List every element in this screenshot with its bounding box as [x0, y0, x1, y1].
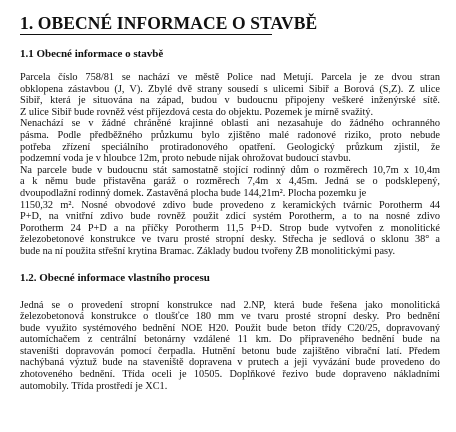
- text-line: železobetonová konstrukce o tloušťce 180 mm ve tvaru prosté stropní desky. Pro bednění: [20, 311, 440, 323]
- document-title: 1. OBECNÉ INFORMACE O STAVBĚ: [20, 13, 318, 33]
- section-1-paragraph: [20, 72, 440, 258]
- text-line: pásma. Podle předběžného průzkumu bylo zjištěno malé radonové riziko, proto nebude: [20, 129, 440, 141]
- section-2-paragraph: [20, 300, 440, 393]
- text-line: obklopena zástavbou (J, V). Zbylé dvě strany sousedí s ulicemi Sibiř a Borová (S,Z). Z ulice: [20, 83, 440, 95]
- text-line: 1150,32 m². Nosné obvodové zdivo bude provedeno z keramických tvárnic Porotherm 44: [20, 199, 440, 211]
- text-line: a k němu bude přistavěna garáž o rozměrech 7,4m x 4,45m. Jedná se o podsklepený,: [20, 176, 440, 188]
- text-line: železobetonové konstrukce ve tvaru prosté stropní desky. Střecha je sedlová o sklonu 38° a: [20, 234, 440, 246]
- text-line: P+D, na vnitřní zdivo bude rovněž použit zdicí systém Porotherm, a to na nosné zdivo: [20, 211, 440, 223]
- text-line: bude na ní použita střešní krytina Bramac. Základy budou tvořeny ŽB monolitickými pasy.: [20, 245, 396, 257]
- text-line: Parcela číslo 758/81 se nachází ve městě Police nad Metují. Parcela je ze dvou stran: [20, 72, 440, 83]
- text-line: zhotoveného bednění. Třída oceli je 10505. Doplňkové řezivo bude dopraveno nákladními: [20, 369, 440, 381]
- text-line: dvoupodlažní rodinný domek. Zastavěná plocha bude 144,21m². Plocha pozemku je: [20, 187, 367, 199]
- section-1-heading: 1.1 Obecné informace o stavbě: [20, 48, 164, 60]
- text-line: Porotherm 24 P+D a na příčky Porotherm 11,5 P+D. Strop bude vytvořen z monolitické: [20, 222, 440, 234]
- text-line: staveništi dopravován pomocí čerpadla. Hutnění betonu bude zajištěno vibrační latí. Předem: [20, 345, 440, 357]
- section-2-heading: 1.2. Obecné informace vlastního procesu: [20, 271, 210, 284]
- text-line: automíchačem z centrální betonárny vzdálené 11 km. Do připraveného bednění bude na: [20, 334, 440, 346]
- text-line: automobily. Třída prostředí je XC1.: [20, 380, 168, 392]
- text-line: Jedná se o provedení stropní konstrukce nad 2.NP, která bude řešena jako monolitická: [20, 299, 440, 311]
- text-line: Sibiř, která je situována na západ, budou v budoucnu připojeny veškeré inženýrské sítě.: [20, 95, 440, 107]
- text-line: bude využito systémového bednění NOE H20. Použit bude beton třídy C20/25, dopravovaný: [20, 322, 440, 334]
- text-line: potřeba zřízení speciálního protiradonového opatření. Geologický průzkum zjistil, že: [20, 141, 440, 153]
- text-line: podzemní voda je v hloubce 12m, proto nebude nijak ohrožovat budoucí stavbu.: [20, 153, 351, 165]
- text-line: nachýbaná výztuž bude na staveniště dopravena v prutech a jeji vyvázání bude provedeno do: [20, 357, 440, 369]
- text-line: Nenachází se v žádné chráněné krajinné oblasti ani nezasahuje do žádného ochranného: [20, 118, 440, 130]
- text-line: Na parcele bude v budoucnu stát samostatně stojící rodinný dům o rozměrech 10,7m x 10,4m: [20, 164, 440, 176]
- text-line: Z ulice Sibiř bude rovněž vést příjezdová cesta do objektu. Pozemek je mírně svažitý.: [20, 106, 374, 118]
